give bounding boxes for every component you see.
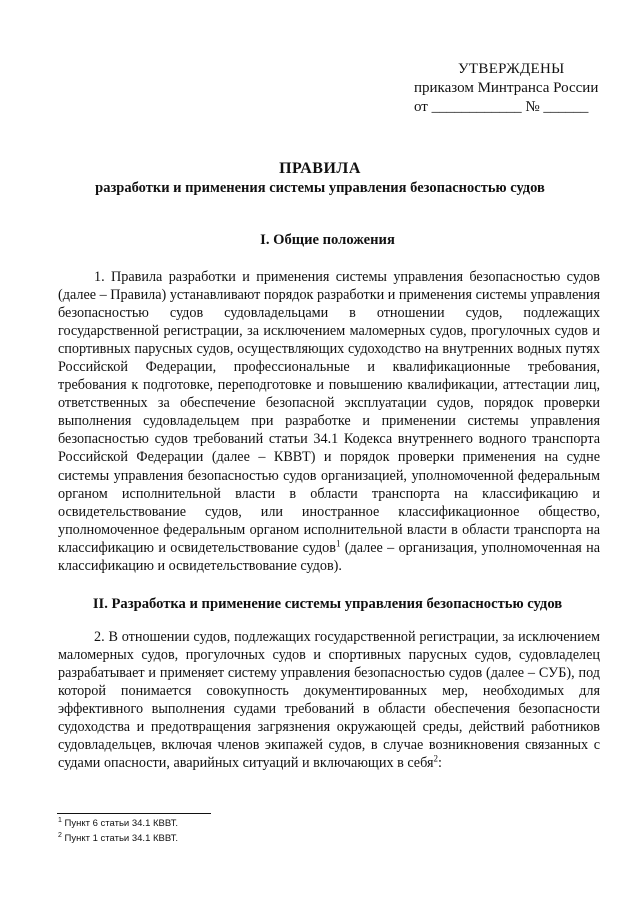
paragraph-1-text: 1. Правила разработки и применения системы управления безопасностью судов (далее – Правила) устанавливают порядок разработки и применения системы управления безопасностью судов судовладельцами в отношении судов, подлежащих государственной регистрации, за исключением маломерных судов, прогулочных судов и спортивных парусных судов, осуществляющих судоходство на внутренних водных путях Российской Федерации, профессиональные и квалификационные требования, требования к подготовке, переподготовке и повышению квалификации, аттестации лиц, ответственных за обеспечение безопасной эксплуатации судов, порядок проверки выполнения судовладельцем при разработке и применении системы управления безопасностью судов требований статьи 34.1 Кодекса внутреннего водного транспорта Российской Федерации (далее – КВВТ) и порядок проверки применения на судне системы управления безопасностью судов организацией, уполномоченной федеральным органом исполнительной власти в области транспорта на классификацию и освидетельствование судов, или иностранное классификационное общество, уполномоченное федеральным органом исполнительной власти в области транспорта на классификацию и освидетельствование судов	[58, 269, 600, 556]
approval-block	[414, 60, 614, 117]
footnote-1-mark: 1	[58, 816, 62, 824]
approval-title: УТВЕРЖДЕНЫ	[458, 61, 565, 77]
paragraph-2	[58, 628, 600, 772]
footnote-2-text: Пункт 1 статьи 34.1 КВВТ.	[61, 833, 178, 844]
approval-order: приказом Минтранса России	[414, 80, 599, 96]
footnote-2	[58, 833, 598, 845]
paragraph-2-text: 2. В отношении судов, подлежащих государственной регистрации, за исключением маломерных судов, прогулочных судов и спортивных парусных судов, судовладелец разрабатывает и применяет систему управления безопасностью судов (далее – СУБ), под которой понимается совокупность документированных мер, необходимых для эффективного выполнения судами требований в области обеспечения безопасности судоходства и предотвращения загрязнения окружающей среды, действий работников судовладельцев, включая членов экипажей судов, в случае возникновения связанных с судами опасности, аварийных ситуаций и включающих в себя	[58, 629, 600, 772]
section-1-heading: I. Общие положения	[260, 232, 395, 248]
footnote-ref-1: 1	[335, 537, 341, 548]
paragraph-1	[58, 268, 600, 575]
footnote-separator	[57, 813, 211, 814]
approval-date-line: от ____________ № ______	[414, 99, 589, 115]
footnote-2-mark: 2	[58, 831, 62, 839]
document-title: ПРАВИЛА	[279, 160, 361, 177]
footnote-ref-2: 2	[433, 753, 438, 764]
section-2-heading: II. Разработка и применение системы управления безопасностью судов	[92, 596, 563, 612]
paragraph-2-text-end: :	[438, 755, 442, 772]
paragraph-1-text-end: (далее – организация, уполномоченная на классификацию и освидетельствование судов).	[58, 539, 601, 574]
document-subtitle: разработки и применения системы управления безопасностью судов	[95, 180, 545, 196]
footnote-1-text: Пункт 6 статьи 34.1 КВВТ.	[61, 818, 178, 829]
footnote-1	[58, 818, 598, 830]
